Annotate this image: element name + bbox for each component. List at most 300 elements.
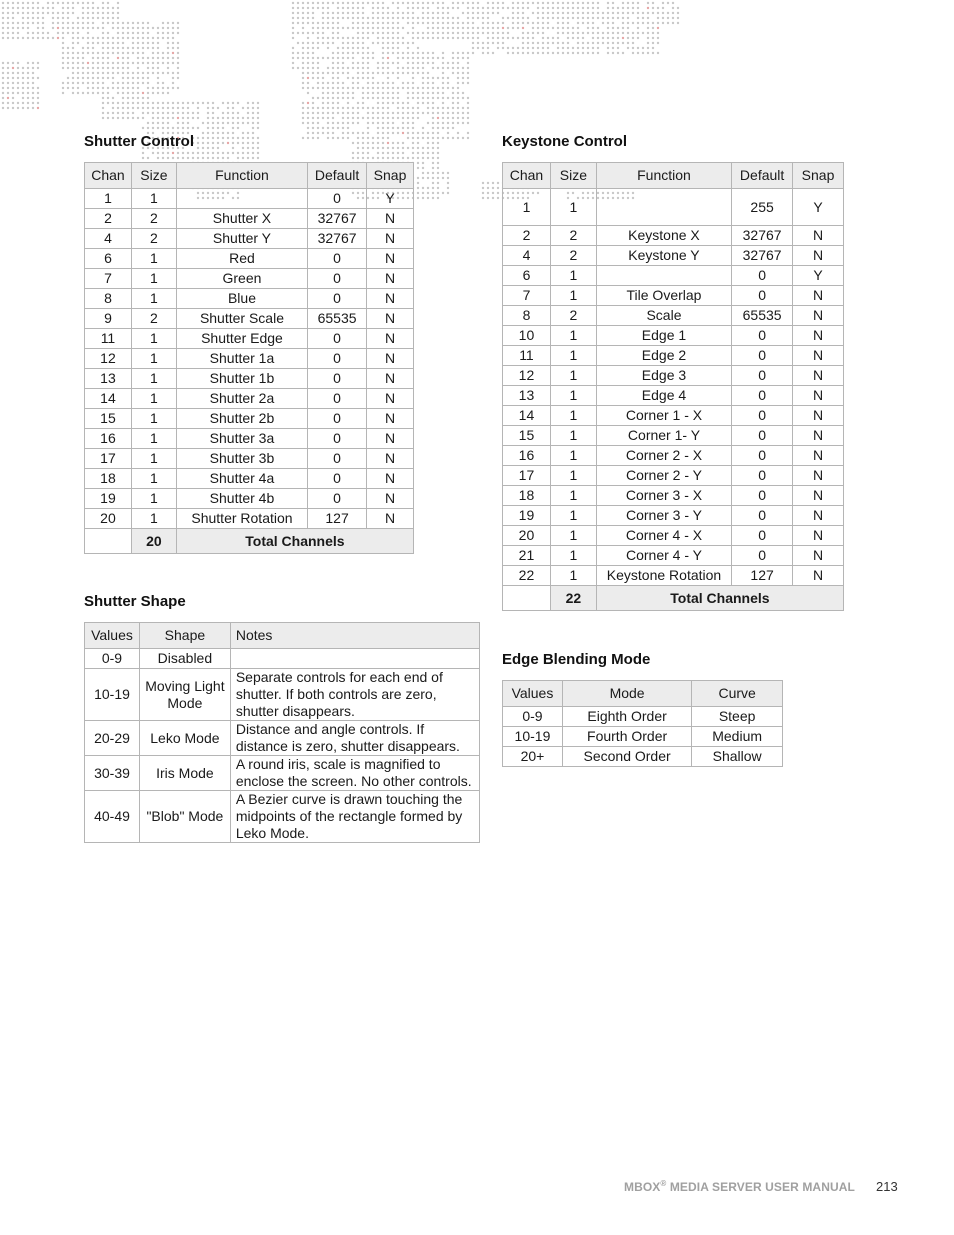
map-dot bbox=[322, 12, 324, 14]
map-dot bbox=[157, 62, 159, 64]
map-dot bbox=[142, 52, 144, 54]
map-dot bbox=[412, 92, 414, 94]
map-dot bbox=[27, 7, 29, 9]
map-dot bbox=[432, 172, 434, 174]
map-dot bbox=[342, 12, 344, 14]
map-dot bbox=[92, 92, 94, 94]
map-dot bbox=[387, 22, 389, 24]
map-dot bbox=[137, 102, 139, 104]
map-dot bbox=[92, 62, 94, 64]
map-dot bbox=[382, 117, 384, 119]
map-dot bbox=[427, 137, 429, 139]
map-dot bbox=[557, 12, 559, 14]
map-dot bbox=[397, 12, 399, 14]
map-dot bbox=[412, 107, 414, 109]
table-cell: 1 bbox=[550, 526, 596, 546]
map-dot bbox=[547, 52, 549, 54]
map-dot bbox=[327, 57, 329, 59]
map-dot bbox=[327, 127, 329, 129]
map-dot bbox=[432, 2, 434, 4]
map-dot bbox=[437, 37, 439, 39]
map-dot bbox=[302, 22, 304, 24]
table-cell: N bbox=[793, 346, 844, 366]
map-dot bbox=[172, 117, 174, 119]
map-dot bbox=[527, 42, 529, 44]
map-dot bbox=[322, 2, 324, 4]
table-cell: 7 bbox=[503, 286, 551, 306]
map-dot bbox=[357, 142, 359, 144]
map-dot bbox=[412, 147, 414, 149]
map-dot bbox=[7, 107, 9, 109]
map-dot bbox=[212, 157, 214, 159]
map-dot bbox=[562, 27, 564, 29]
map-dot bbox=[182, 107, 184, 109]
map-dot bbox=[102, 77, 104, 79]
map-dot bbox=[117, 57, 119, 59]
total-spacer-cell bbox=[85, 529, 132, 554]
map-dot bbox=[17, 102, 19, 104]
table-row bbox=[85, 369, 414, 389]
map-dot bbox=[102, 87, 104, 89]
map-dot bbox=[422, 67, 424, 69]
map-dot bbox=[37, 107, 39, 109]
map-dot bbox=[332, 62, 334, 64]
map-dot bbox=[552, 27, 554, 29]
map-dot bbox=[247, 132, 249, 134]
map-dot bbox=[442, 107, 444, 109]
map-dot bbox=[437, 162, 439, 164]
map-dot bbox=[362, 97, 364, 99]
map-dot bbox=[332, 112, 334, 114]
shutter-control-table bbox=[84, 162, 414, 554]
map-dot bbox=[562, 47, 564, 49]
map-dot bbox=[12, 107, 14, 109]
map-dot bbox=[497, 42, 499, 44]
map-dot bbox=[447, 172, 449, 174]
map-dot bbox=[477, 47, 479, 49]
map-dot bbox=[327, 97, 329, 99]
map-dot bbox=[242, 152, 244, 154]
map-dot bbox=[32, 67, 34, 69]
map-dot bbox=[322, 77, 324, 79]
map-dot bbox=[562, 22, 564, 24]
map-dot bbox=[432, 12, 434, 14]
map-dot bbox=[117, 117, 119, 119]
map-dot bbox=[332, 37, 334, 39]
map-dot bbox=[97, 87, 99, 89]
map-dot bbox=[372, 107, 374, 109]
map-dot bbox=[597, 47, 599, 49]
table-cell: Distance and angle controls. If distance is zero, shutter disappears. bbox=[230, 721, 479, 756]
map-dot bbox=[567, 12, 569, 14]
map-dot bbox=[312, 87, 314, 89]
table-cell: A round iris, scale is magnified to enclose the screen. No other controls. bbox=[230, 756, 479, 791]
table-row bbox=[503, 326, 844, 346]
map-dot bbox=[62, 27, 64, 29]
map-dot bbox=[292, 62, 294, 64]
table-cell: 16 bbox=[503, 446, 551, 466]
map-dot bbox=[97, 42, 99, 44]
map-dot bbox=[82, 92, 84, 94]
map-dot bbox=[332, 97, 334, 99]
map-dot bbox=[562, 17, 564, 19]
map-dot bbox=[332, 137, 334, 139]
map-dot bbox=[342, 42, 344, 44]
map-dot bbox=[317, 82, 319, 84]
map-dot bbox=[177, 72, 179, 74]
table-cell: 2 bbox=[550, 226, 596, 246]
map-dot bbox=[462, 77, 464, 79]
map-dot bbox=[462, 32, 464, 34]
map-dot bbox=[567, 52, 569, 54]
shutter-control-heading: Shutter Control bbox=[84, 133, 194, 150]
map-dot bbox=[432, 192, 434, 194]
map-dot bbox=[147, 82, 149, 84]
map-dot bbox=[117, 47, 119, 49]
map-dot bbox=[92, 37, 94, 39]
map-dot bbox=[342, 57, 344, 59]
map-dot bbox=[217, 147, 219, 149]
map-dot bbox=[132, 42, 134, 44]
map-dot bbox=[652, 2, 654, 4]
map-dot bbox=[407, 72, 409, 74]
map-dot bbox=[632, 37, 634, 39]
map-dot bbox=[152, 117, 154, 119]
map-dot bbox=[452, 107, 454, 109]
table-cell: Edge 2 bbox=[596, 346, 731, 366]
table-cell: N bbox=[367, 449, 414, 469]
map-dot bbox=[442, 17, 444, 19]
map-dot bbox=[307, 2, 309, 4]
map-dot bbox=[307, 52, 309, 54]
table-cell: Corner 2 - X bbox=[596, 446, 731, 466]
map-dot bbox=[562, 52, 564, 54]
map-dot bbox=[2, 62, 4, 64]
map-dot bbox=[342, 47, 344, 49]
map-dot bbox=[82, 27, 84, 29]
map-dot bbox=[377, 102, 379, 104]
map-dot bbox=[72, 62, 74, 64]
map-dot bbox=[152, 122, 154, 124]
map-dot bbox=[357, 42, 359, 44]
map-dot bbox=[422, 177, 424, 179]
map-dot bbox=[417, 187, 419, 189]
map-dot bbox=[197, 102, 199, 104]
map-dot bbox=[442, 32, 444, 34]
map-dot bbox=[92, 22, 94, 24]
map-dot bbox=[307, 82, 309, 84]
map-dot bbox=[627, 17, 629, 19]
map-dot bbox=[122, 117, 124, 119]
map-dot bbox=[72, 67, 74, 69]
map-dot bbox=[352, 122, 354, 124]
map-dot bbox=[497, 197, 499, 199]
map-dot bbox=[147, 42, 149, 44]
map-dot bbox=[617, 47, 619, 49]
map-dot bbox=[427, 172, 429, 174]
map-dot bbox=[107, 17, 109, 19]
map-dot bbox=[7, 62, 9, 64]
map-dot bbox=[657, 12, 659, 14]
map-dot bbox=[577, 7, 579, 9]
map-dot bbox=[437, 77, 439, 79]
map-dot bbox=[407, 7, 409, 9]
map-dot bbox=[417, 197, 419, 199]
map-dot bbox=[327, 17, 329, 19]
map-dot bbox=[52, 12, 54, 14]
map-dot bbox=[347, 7, 349, 9]
map-dot bbox=[632, 42, 634, 44]
map-dot bbox=[167, 52, 169, 54]
map-dot bbox=[627, 42, 629, 44]
map-dot bbox=[327, 137, 329, 139]
map-dot bbox=[367, 2, 369, 4]
map-dot bbox=[467, 137, 469, 139]
map-dot bbox=[607, 17, 609, 19]
map-dot bbox=[462, 117, 464, 119]
map-dot bbox=[312, 102, 314, 104]
map-dot bbox=[197, 142, 199, 144]
map-dot bbox=[207, 102, 209, 104]
map-dot bbox=[302, 72, 304, 74]
map-dot bbox=[392, 82, 394, 84]
table-cell: 32767 bbox=[308, 209, 367, 229]
map-dot bbox=[172, 27, 174, 29]
map-dot bbox=[332, 127, 334, 129]
map-dot bbox=[177, 157, 179, 159]
map-dot bbox=[152, 92, 154, 94]
map-dot bbox=[317, 7, 319, 9]
map-dot bbox=[307, 122, 309, 124]
map-dot bbox=[507, 7, 509, 9]
map-dot bbox=[157, 92, 159, 94]
map-dot bbox=[312, 137, 314, 139]
map-dot bbox=[97, 17, 99, 19]
map-dot bbox=[342, 122, 344, 124]
map-dot bbox=[387, 152, 389, 154]
map-dot bbox=[437, 12, 439, 14]
map-dot bbox=[482, 22, 484, 24]
map-dot bbox=[347, 112, 349, 114]
map-dot bbox=[312, 72, 314, 74]
map-dot bbox=[37, 32, 39, 34]
map-dot bbox=[417, 162, 419, 164]
table-cell: Fourth Order bbox=[562, 727, 691, 747]
map-dot bbox=[427, 57, 429, 59]
map-dot bbox=[67, 2, 69, 4]
map-dot bbox=[402, 127, 404, 129]
map-dot bbox=[392, 132, 394, 134]
map-dot bbox=[462, 57, 464, 59]
map-dot bbox=[362, 67, 364, 69]
map-dot bbox=[107, 92, 109, 94]
map-dot bbox=[332, 52, 334, 54]
map-dot bbox=[462, 22, 464, 24]
map-dot bbox=[47, 2, 49, 4]
map-dot bbox=[132, 97, 134, 99]
map-dot bbox=[177, 107, 179, 109]
map-dot bbox=[232, 102, 234, 104]
map-dot bbox=[107, 57, 109, 59]
map-dot bbox=[377, 22, 379, 24]
map-dot bbox=[497, 182, 499, 184]
map-dot bbox=[332, 117, 334, 119]
map-dot bbox=[647, 22, 649, 24]
map-dot bbox=[467, 32, 469, 34]
map-dot bbox=[622, 2, 624, 4]
map-dot bbox=[142, 22, 144, 24]
map-dot bbox=[432, 32, 434, 34]
map-dot bbox=[462, 107, 464, 109]
map-dot bbox=[187, 122, 189, 124]
map-dot bbox=[37, 87, 39, 89]
map-dot bbox=[42, 22, 44, 24]
map-dot bbox=[407, 87, 409, 89]
table-cell: 0 bbox=[308, 289, 367, 309]
map-dot bbox=[97, 57, 99, 59]
map-dot bbox=[232, 147, 234, 149]
map-dot bbox=[482, 12, 484, 14]
map-dot bbox=[467, 132, 469, 134]
map-dot bbox=[597, 2, 599, 4]
map-dot bbox=[497, 37, 499, 39]
map-dot bbox=[377, 112, 379, 114]
map-dot bbox=[427, 2, 429, 4]
map-dot bbox=[542, 42, 544, 44]
map-dot bbox=[257, 137, 259, 139]
map-dot bbox=[37, 77, 39, 79]
map-dot bbox=[382, 72, 384, 74]
map-dot bbox=[387, 52, 389, 54]
map-dot bbox=[322, 22, 324, 24]
map-dot bbox=[172, 52, 174, 54]
map-dot bbox=[62, 7, 64, 9]
map-dot bbox=[152, 72, 154, 74]
table-row bbox=[503, 446, 844, 466]
map-dot bbox=[467, 67, 469, 69]
map-dot bbox=[442, 122, 444, 124]
map-dot bbox=[147, 67, 149, 69]
map-dot bbox=[82, 82, 84, 84]
map-dot bbox=[297, 22, 299, 24]
map-dot bbox=[537, 32, 539, 34]
map-dot bbox=[387, 12, 389, 14]
map-dot bbox=[332, 32, 334, 34]
map-dot bbox=[597, 37, 599, 39]
map-dot bbox=[157, 82, 159, 84]
map-dot bbox=[647, 37, 649, 39]
map-dot bbox=[447, 62, 449, 64]
map-dot bbox=[222, 132, 224, 134]
table-cell: 0 bbox=[308, 469, 367, 489]
map-dot bbox=[332, 132, 334, 134]
map-dot bbox=[152, 112, 154, 114]
table-row bbox=[85, 409, 414, 429]
map-dot bbox=[117, 37, 119, 39]
map-dot bbox=[347, 47, 349, 49]
map-dot bbox=[447, 132, 449, 134]
map-dot bbox=[372, 92, 374, 94]
map-dot bbox=[547, 2, 549, 4]
map-dot bbox=[572, 12, 574, 14]
map-dot bbox=[172, 72, 174, 74]
map-dot bbox=[107, 52, 109, 54]
map-dot bbox=[207, 157, 209, 159]
map-dot bbox=[427, 197, 429, 199]
map-dot bbox=[142, 107, 144, 109]
map-dot bbox=[2, 12, 4, 14]
map-dot bbox=[322, 57, 324, 59]
map-dot bbox=[327, 72, 329, 74]
map-dot bbox=[112, 12, 114, 14]
table-cell bbox=[596, 189, 731, 226]
table-cell: 0 bbox=[308, 389, 367, 409]
map-dot bbox=[87, 77, 89, 79]
map-dot bbox=[242, 157, 244, 159]
map-dot bbox=[357, 152, 359, 154]
map-dot bbox=[57, 2, 59, 4]
map-dot bbox=[527, 7, 529, 9]
map-dot bbox=[632, 7, 634, 9]
map-dot bbox=[597, 42, 599, 44]
map-dot bbox=[312, 32, 314, 34]
map-dot bbox=[432, 102, 434, 104]
map-dot bbox=[577, 22, 579, 24]
map-dot bbox=[377, 7, 379, 9]
map-dot bbox=[302, 47, 304, 49]
table-cell: Keystone X bbox=[596, 226, 731, 246]
map-dot bbox=[422, 162, 424, 164]
map-dot bbox=[512, 37, 514, 39]
map-dot bbox=[577, 17, 579, 19]
map-dot bbox=[487, 22, 489, 24]
map-dot bbox=[532, 52, 534, 54]
map-dot bbox=[392, 147, 394, 149]
map-dot bbox=[447, 22, 449, 24]
map-dot bbox=[127, 117, 129, 119]
map-dot bbox=[2, 22, 4, 24]
map-dot bbox=[492, 27, 494, 29]
map-dot bbox=[332, 122, 334, 124]
map-dot bbox=[122, 32, 124, 34]
table-row bbox=[503, 366, 844, 386]
map-dot bbox=[362, 152, 364, 154]
table-cell: 1 bbox=[131, 249, 176, 269]
table-cell: 2 bbox=[550, 306, 596, 326]
map-dot bbox=[92, 67, 94, 69]
map-dot bbox=[112, 37, 114, 39]
map-dot bbox=[527, 32, 529, 34]
map-dot bbox=[332, 27, 334, 29]
map-dot bbox=[187, 127, 189, 129]
map-dot bbox=[417, 47, 419, 49]
map-dot bbox=[22, 22, 24, 24]
map-dot bbox=[157, 87, 159, 89]
table-row bbox=[85, 189, 414, 209]
map-dot bbox=[157, 47, 159, 49]
map-dot bbox=[157, 42, 159, 44]
map-dot bbox=[372, 147, 374, 149]
map-dot bbox=[577, 37, 579, 39]
map-dot bbox=[247, 117, 249, 119]
map-dot bbox=[112, 82, 114, 84]
map-dot bbox=[302, 57, 304, 59]
map-dot bbox=[592, 2, 594, 4]
map-dot bbox=[102, 27, 104, 29]
map-dot bbox=[482, 32, 484, 34]
map-dot bbox=[507, 27, 509, 29]
table-cell: N bbox=[793, 386, 844, 406]
